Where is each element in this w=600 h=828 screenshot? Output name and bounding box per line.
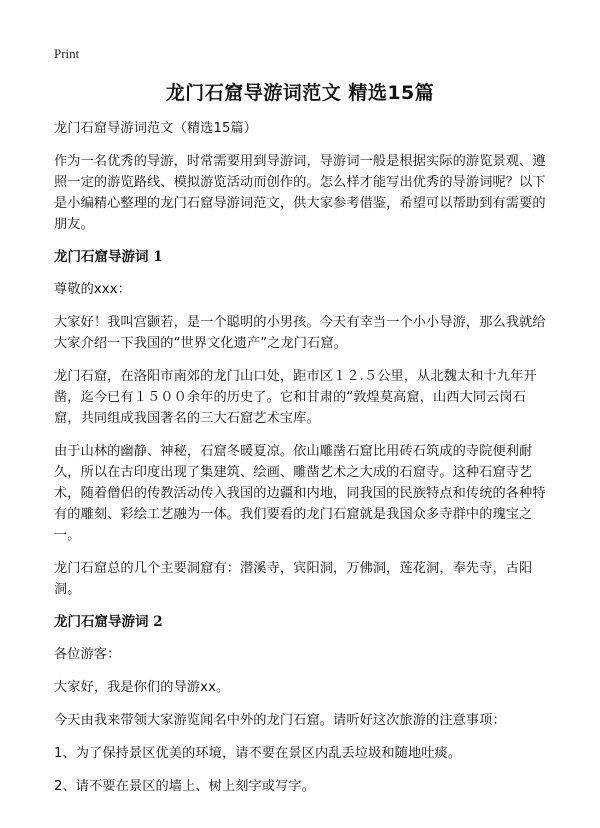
section2-paragraph-2: 今天由我来带领大家游览闻名中外的龙门石窟。请听好这次旅游的注意事项： [54, 713, 506, 728]
page-title: 龙门石窟导游词范文 精选15篇 [165, 82, 435, 104]
print-link[interactable]: Print [54, 46, 80, 61]
section1-greeting: 尊敬的xxx： [54, 282, 131, 297]
article-body [54, 118, 550, 809]
section2-list-item-2: 2、请不要在景区的墙上、树上刻字或写字。 [54, 779, 315, 794]
section2-greeting: 各位游客： [54, 647, 121, 662]
section-heading-2: 龙门石窟导游词 2 [54, 614, 163, 630]
section1-paragraph-3: 由于山林的幽静、神秘，石窟冬暖夏凉。依山雕凿石窟比用砖石筑成的寺院便利耐久，所以在古印度出现了集建筑、绘画、雕凿艺术之大成的石窟寺。这种石窟寺艺术，随着僧侣的传教活动传入我国的边疆和内地，同我国的民族特点和传统的各种特有的雕刻、彩绘工艺融为一体。我们要看的龙门石窟就是我国众多寺群中的瑰宝之一。 [54, 444, 546, 543]
article-subtitle: 龙门石窟导游词范文（精选15篇） [54, 121, 258, 136]
section2-list-item-1: 1、为了保持景区优美的环境，请不要在景区内乱丢垃圾和随地吐痰。 [54, 746, 462, 761]
section-heading-1: 龙门石窟导游词 1 [54, 249, 163, 265]
section1-paragraph-2: 龙门石窟，在洛阳市南郊的龙门山口处，距市区１２.５公里，从北魏太和十九年开凿，迄今已有１５００余年的历史了。它和甘肃的“敦煌莫高窟，山西大同云岗石窟，共同组成我国著名的三大石窟艺术宝库。 [54, 369, 537, 426]
section1-paragraph-1: 大家好！我叫宫颢若，是一个聪明的小男孩。今天有幸当一个小小导游，那么我就给大家介绍一下我国的“世界文化遗产”之龙门石窟。 [54, 315, 546, 351]
section2-paragraph-1: 大家好，我是你们的导游xx。 [54, 680, 230, 695]
section1-paragraph-4: 龙门石窟总的几个主要洞窟有：潜溪寺，宾阳洞，万佛洞，莲花洞，奉先寺，古阳洞。 [54, 561, 533, 597]
intro-paragraph: 作为一名优秀的导游，时常需要用到导游词，导游词一般是根据实际的游览景观、遵照一定的游览路线、模拟游览活动而创作的。怎么样才能写出优秀的导游词呢？以下是小编精心整理的龙门石窟导游词范文，供大家参考借鉴，希望可以帮助到有需要的朋友。 [54, 154, 546, 232]
